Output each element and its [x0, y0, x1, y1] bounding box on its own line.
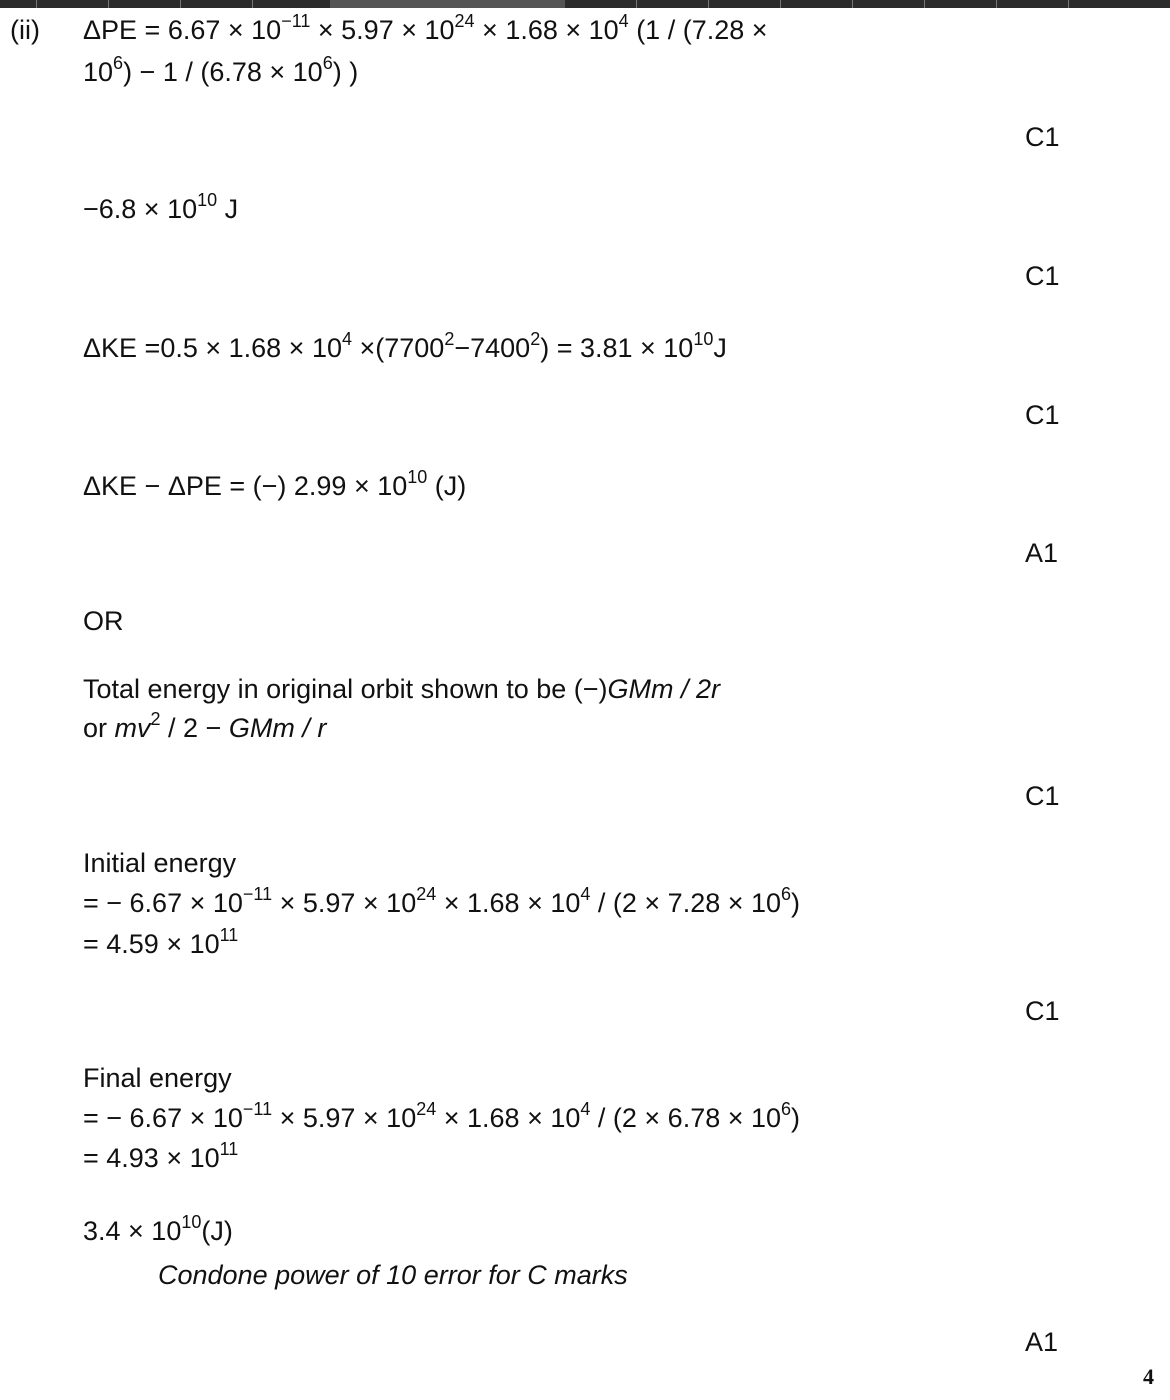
initial-energy-label: Initial energy: [83, 848, 237, 878]
top-bar-divider: [996, 0, 997, 8]
final-energy-label: Final energy: [83, 1063, 232, 1093]
top-bar-divider: [180, 0, 181, 8]
initial-energy-result: = $4.59 \times 10^{11}$: [83, 925, 239, 959]
condone-note: Condone power of 10 error for C marks: [158, 1260, 628, 1290]
final-energy-result: = $4.93 \times 10^{11}$: [83, 1139, 239, 1173]
mark-7: A1: [1025, 1327, 1059, 1357]
top-bar-highlight: [330, 0, 565, 8]
mark-6: C1: [1025, 996, 1060, 1026]
top-bar-divider: [108, 0, 109, 8]
pe-value: $-6.8 \times 10^{10}$ J: [83, 190, 239, 224]
energy-difference-line: ΔKE − ΔPE = (−) $2.99 \times 10^{10}$ (J): [83, 467, 467, 501]
mark-4: A1: [1025, 538, 1059, 568]
mark-2: C1: [1025, 261, 1060, 291]
delta-pe-line-1: $\Delta PE = 6.67 \times 10^{-11} \times 5.97 \times 10^{24} \times 1.68 \times 10^4$ (1 / (7.28 ×: [83, 11, 768, 45]
top-bar-divider: [852, 0, 853, 8]
top-bar-divider: [780, 0, 781, 8]
top-bar-divider: [252, 0, 253, 8]
mark-5: C1: [1025, 781, 1060, 811]
total-energy-line-1: Total energy in original orbit shown to be (−)GMm / 2r: [83, 674, 721, 704]
top-bar-divider: [924, 0, 925, 8]
delta-pe-line-2: $10^6) - 1 / (6.78 \times 10^6)$ ): [83, 53, 359, 87]
top-bar-divider: [36, 0, 37, 8]
final-energy-calculation: = − $6.67 \times 10^{-11} \times 5.97 \times 10^{24} \times 1.68 \times 10^4 / (2 \times 6.78 \times 10^6)$: [83, 1099, 801, 1133]
final-answer: $3.4 \times 10^{10}(J)$: [83, 1212, 233, 1246]
or-label: OR: [83, 606, 124, 636]
part-label: (ii): [10, 15, 40, 45]
top-bar-divider: [636, 0, 637, 8]
delta-ke-line: $\Delta KE =0.5 \times 1.68 \times 10^4 \times(7700^2-7400^2) = 3.81 \times 10^{10}J$: [83, 329, 727, 363]
mark-1: C1: [1025, 122, 1060, 152]
top-bar-divider: [708, 0, 709, 8]
window-top-bar: [0, 0, 1170, 8]
page-number: 4: [1143, 1364, 1154, 1389]
initial-energy-calculation: = − $6.67 \times 10^{-11} \times 5.97 \times 10^{24} \times 1.68 \times 10^4 / (2 \times 7.28 \times 10^6)$: [83, 884, 801, 918]
mark-3: C1: [1025, 400, 1060, 430]
top-bar-divider: [1068, 0, 1069, 8]
total-energy-line-2: or $mv^2 / 2$ − GMm / r: [83, 709, 327, 743]
